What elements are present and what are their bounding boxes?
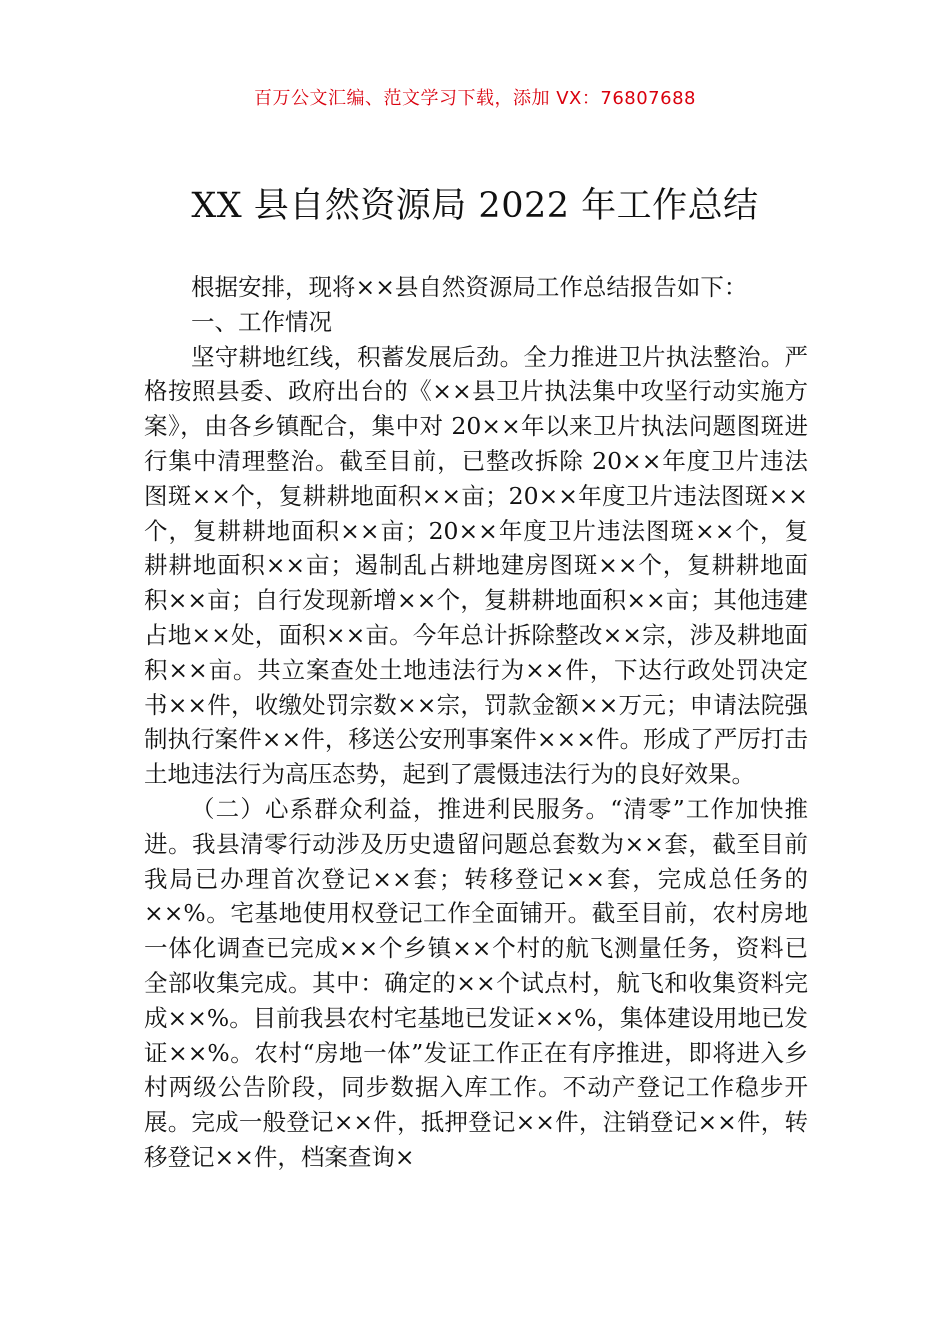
document-title: XX 县自然资源局 2022 年工作总结 — [191, 186, 759, 226]
section-heading-work-status: 一、工作情况 — [191, 307, 332, 336]
header-banner: 百万公文汇编、范文学习下载，添加 VX：76807688 — [254, 88, 696, 109]
paragraph-intro: 根据安排，现将××县自然资源局工作总结报告如下： — [191, 273, 748, 301]
document-body — [144, 270, 808, 1175]
paragraph-public-service: （二）心系群众利益，推进利民服务。“清零”工作加快推进。我县清零行动涉及历史遗留问题总套数为××套，截至目前我局已办理首次登记××套；转移登记××套，完成总任务的××%。宅基地使用权登记工作全面铺开。截至目前，农村房地一体化调查已完成××个乡镇××个村的航飞测量任务，资料已全部收集完成。其中：确定的××个试点村，航飞和收集资料完成××%。目前我县农村宅基地已发证××%，集体建设用地已发证××%。农村“房地一体”发证工作正在有序推进，即将进入乡村两级公告阶段，同步数据入库工作。不动产登记工作稳步开展。完成一般登记××件，抵押登记××件，注销登记××件，转移登记××件，档案查询× — [144, 794, 808, 1171]
paragraph-farmland-protection: 坚守耕地红线，积蓄发展后劲。全力推进卫片执法整治。严格按照县委、政府出台的《××县卫片执法集中攻坚行动实施方案》，由各乡镇配合，集中对 20××年以来卫片执法问题图斑进行集中清理整治。截至目前，已整改拆除 20××年度卫片违法图斑××个，复耕耕地面积××亩；20××年度卫片违法图斑××个，复耕耕地面积××亩；20××年度卫片违法图斑××个，复耕耕地面积××亩；遏制乱占耕地建房图斑××个，复耕耕地面积××亩；自行发现新增××个，复耕耕地面积××亩；其他违建占地××处，面积××亩。今年总计拆除整改××宗，涉及耕地面积××亩。共立案查处土地违法行为××件，下达行政处罚决定书××件，收缴处罚宗数××宗，罚款金额××万元；申请法院强制执行案件××件，移送公安刑事案件×××件。形成了严厉打击土地违法行为高压态势，起到了震慑违法行为的良好效果。 — [144, 342, 808, 789]
